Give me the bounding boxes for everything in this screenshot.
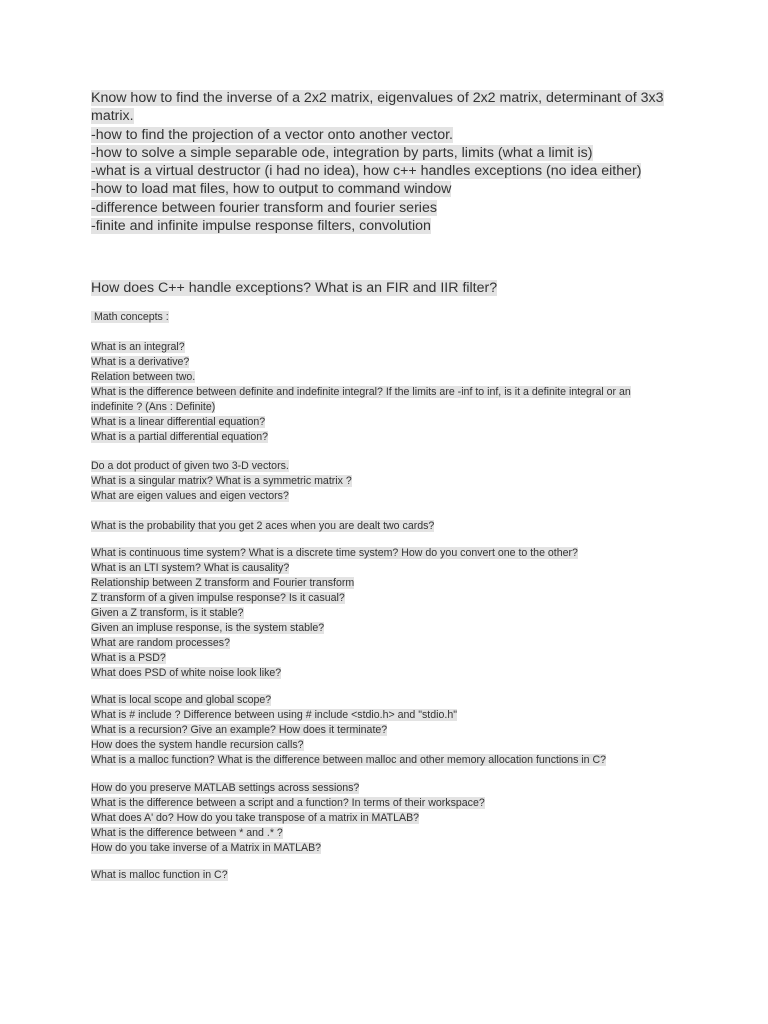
question-line: What is an LTI system? What is causality? <box>91 562 290 574</box>
question-line: What is the difference between definite and indefinite integral? If the limits are -inf to inf, is it a definite integral or an <box>91 386 631 398</box>
question-line: What is a malloc function? What is the difference between malloc and other memory allocation functions in C? <box>91 754 607 766</box>
question-line: Given a Z transform, is it stable? <box>91 607 244 619</box>
question-line: Do a dot product of given two 3-D vectors. <box>91 460 289 472</box>
group-c-programming <box>91 693 681 768</box>
intro-line: -what is a virtual destructor (i had no idea), how c++ handles exceptions (no idea either) <box>91 163 642 180</box>
question-line: What is an integral? <box>91 341 185 353</box>
question-line: indefinite ? (Ans : Definite) <box>91 401 216 413</box>
intro-line: -difference between fourier transform and fourier series <box>91 199 437 216</box>
heading-question <box>91 279 497 297</box>
question-line: What are random processes? <box>91 637 230 649</box>
group-math <box>91 340 681 445</box>
question-line: What is a linear differential equation? <box>91 416 266 428</box>
question-line: What is a PSD? <box>91 652 166 664</box>
question-line: What is the difference between * and .* ? <box>91 827 283 839</box>
question-line: How do you preserve MATLAB settings across sessions? <box>91 782 360 794</box>
question-line: Z transform of a given impulse response? Is it casual? <box>91 592 345 604</box>
group-probability <box>91 519 681 534</box>
question-line: What does A' do? How do you take transpose of a matrix in MATLAB? <box>91 812 420 824</box>
question-line: What is malloc function in C? <box>91 869 228 881</box>
intro-line: -how to find the projection of a vector onto another vector. <box>91 126 453 143</box>
question-line: Relationship between Z transform and Fourier transform <box>91 577 355 589</box>
intro-line: -finite and infinite impulse response filters, convolution <box>91 218 431 235</box>
group-signals <box>91 546 681 681</box>
question-line: What is a singular matrix? What is a symmetric matrix ? <box>91 475 352 487</box>
intro-line: -how to load mat files, how to output to command window <box>91 181 452 198</box>
math-concepts-label <box>91 310 169 325</box>
question-line: What is the probability that you get 2 aces when you are dealt two cards? <box>91 520 435 532</box>
question-line: Given an impluse response, is the system stable? <box>91 622 325 634</box>
intro-notes <box>91 89 664 235</box>
question-line: What is continuous time system? What is a discrete time system? How do you convert one to the other? <box>91 547 578 559</box>
question-line: What does PSD of white noise look like? <box>91 667 282 679</box>
heading-question-text: How does C++ handle exceptions? What is an FIR and IIR filter? <box>91 280 498 296</box>
question-line: How does the system handle recursion calls? <box>91 739 304 751</box>
group-matlab <box>91 781 681 856</box>
group-linear-algebra <box>91 459 681 504</box>
intro-line: -how to solve a simple separable ode, integration by parts, limits (what a limit is) <box>91 144 593 161</box>
question-line: Relation between two. <box>91 371 196 383</box>
question-line: What is the difference between a script and a function? In terms of their workspace? <box>91 797 485 809</box>
question-line: How do you take inverse of a Matrix in MATLAB? <box>91 842 322 854</box>
question-line: What is a derivative? <box>91 356 190 368</box>
question-line: What is # include ? Difference between using # include <stdio.h> and "stdio.h" <box>91 709 457 721</box>
intro-line: Know how to find the inverse of a 2x2 matrix, eigenvalues of 2x2 matrix, determinant of 3x3 <box>91 90 664 106</box>
intro-line: matrix. <box>91 108 134 125</box>
question-line: What is a partial differential equation? <box>91 431 269 443</box>
group-last <box>91 868 681 883</box>
question-line: What is a recursion? Give an example? How does it terminate? <box>91 724 388 736</box>
math-concepts-label-text: Math concepts : <box>91 311 169 323</box>
question-line: What are eigen values and eigen vectors? <box>91 490 289 502</box>
question-line: What is local scope and global scope? <box>91 694 272 706</box>
